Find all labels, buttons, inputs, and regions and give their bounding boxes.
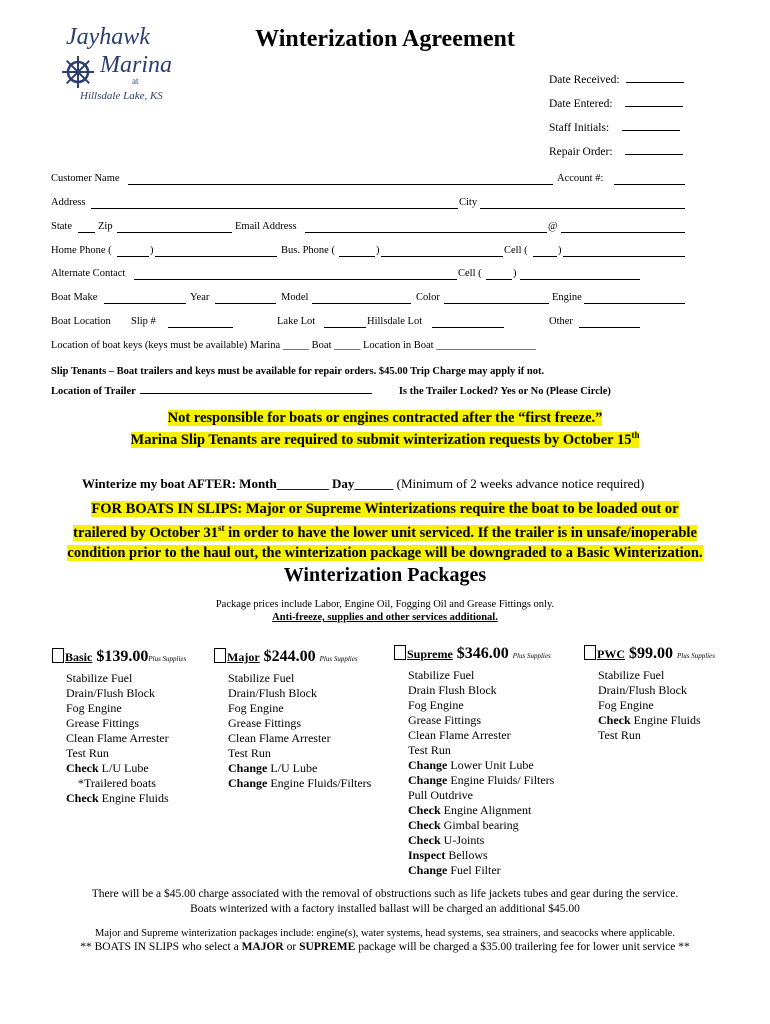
logo-line2: Marina — [100, 52, 172, 78]
package-item-text: Test Run — [66, 746, 109, 760]
email-user-field[interactable] — [305, 232, 547, 233]
package-supreme-name: Supreme — [407, 647, 453, 661]
package-item-text: Fog Engine — [408, 698, 464, 712]
package-item-text: Stabilize Fuel — [228, 671, 295, 685]
state-field[interactable] — [78, 232, 95, 233]
staff-initials-field[interactable] — [622, 120, 680, 131]
package-basic — [52, 648, 202, 806]
package-major-items — [228, 671, 384, 791]
customer-name-field[interactable] — [128, 184, 553, 185]
boat-location-label: Boat Location — [51, 316, 111, 327]
package-item-text: Test Run — [228, 746, 271, 760]
bus-phone-paren: ) — [376, 245, 380, 256]
city-label: City — [459, 197, 478, 208]
package-item-text: Clean Flame Arrester — [408, 728, 511, 742]
package-major-price: $244.00 — [263, 648, 316, 665]
cell-label: Cell ( — [504, 245, 528, 256]
package-supreme-items — [408, 668, 574, 878]
date-received-row — [549, 72, 684, 86]
zip-field[interactable] — [117, 232, 232, 233]
footer4-supreme: SUPREME — [299, 941, 356, 953]
package-major-header[interactable] — [214, 648, 384, 667]
slips-warning-line3: condition prior to the haul out, the winterization package will be downgraded to a Basic Winterization. — [67, 544, 703, 561]
slips-line2a: trailered by October 31 — [73, 525, 218, 542]
date-received-field[interactable] — [626, 72, 684, 83]
footer4-part3: package will be charged a $35.00 trailering fee for lower unit service ** — [355, 941, 690, 953]
packages-note: Package prices include Labor, Engine Oil, Fogging Oil and Grease Fittings only. — [215, 599, 555, 610]
package-item-text: Engine Fluids — [630, 713, 701, 727]
package-pwc — [584, 645, 764, 743]
package-item — [66, 761, 202, 776]
package-pwc-price: $99.00 — [629, 645, 673, 662]
package-item — [228, 701, 384, 716]
page-title: Winterization Agreement — [255, 26, 515, 52]
package-item-verb: Check — [408, 803, 441, 817]
package-item — [598, 713, 764, 728]
package-item — [408, 698, 574, 713]
first-freeze-text: Not responsible for boats or engines contracted after the “first freeze.” — [167, 410, 603, 426]
slips-warning — [0, 500, 770, 563]
date-entered-label: Date Entered: — [549, 98, 613, 110]
package-item-text: Drain Flush Block — [408, 683, 497, 697]
package-item — [228, 746, 384, 761]
package-item-verb: Check — [66, 791, 99, 805]
package-supreme-header[interactable] — [394, 645, 574, 664]
package-item-text: Stabilize Fuel — [66, 671, 133, 685]
repair-order-field[interactable] — [625, 144, 683, 155]
hillsdale-lot-label: Hillsdale Lot — [367, 316, 423, 327]
package-supreme-price: $346.00 — [456, 645, 509, 662]
model-label: Model — [281, 292, 309, 303]
package-item-text: Drain/Flush Block — [228, 686, 317, 700]
package-item-text: Stabilize Fuel — [598, 668, 665, 682]
alt-contact-field[interactable] — [134, 279, 457, 280]
alt-cell-paren: ) — [513, 268, 517, 279]
lake-lot-label: Lake Lot — [277, 316, 316, 327]
package-item — [66, 776, 202, 791]
package-item — [228, 671, 384, 686]
package-item-text: Fog Engine — [228, 701, 284, 715]
package-item-text: Grease Fittings — [228, 716, 301, 730]
model-field[interactable] — [312, 303, 411, 304]
address-field[interactable] — [91, 208, 458, 209]
package-item-text: Fog Engine — [66, 701, 122, 715]
package-item — [66, 716, 202, 731]
package-item-text: Gimbal bearing — [440, 818, 519, 832]
package-item — [66, 671, 202, 686]
slip-label: Slip # — [131, 316, 156, 327]
package-item-verb: Change — [228, 761, 268, 775]
package-item-verb: Check — [408, 833, 441, 847]
package-item-text: Clean Flame Arrester — [228, 731, 331, 745]
address-label: Address — [51, 197, 86, 208]
package-item — [408, 803, 574, 818]
date-received-label: Date Received: — [549, 74, 620, 86]
package-item-verb: Check — [598, 713, 631, 727]
packages-note2: Anti-freeze, supplies and other services additional. — [272, 612, 498, 623]
package-item — [66, 746, 202, 761]
package-item — [408, 833, 574, 848]
package-item-verb: Change — [408, 773, 448, 787]
engine-field[interactable] — [584, 303, 685, 304]
package-pwc-header[interactable] — [584, 645, 764, 664]
color-field[interactable] — [444, 303, 549, 304]
trailer-locked-question[interactable]: Is the Trailer Locked? Yes or No (Please Circle) — [398, 386, 611, 397]
package-item-verb: Change — [408, 863, 448, 877]
package-item-text: Bellows — [445, 848, 488, 862]
bus-phone-area-field[interactable] — [339, 256, 375, 257]
repair-order-label: Repair Order: — [549, 146, 613, 158]
trailer-location-row — [51, 383, 611, 397]
package-item-text: Fog Engine — [598, 698, 654, 712]
slips-line2b: in order to have the lower unit serviced. If the trailer is in unsafe/inoperable — [224, 525, 697, 542]
footer4-part2: or — [283, 941, 300, 953]
slips-warning-line2 — [73, 525, 697, 541]
boat-make-field[interactable] — [104, 303, 186, 304]
winterize-after-note: (Minimum of 2 weeks advance notice required) — [396, 476, 645, 491]
slip-field[interactable] — [168, 327, 233, 328]
year-field[interactable] — [215, 303, 276, 304]
package-item-verb: Inspect — [408, 848, 446, 862]
trailer-location-field[interactable] — [140, 383, 372, 394]
footer-ballast-charge: Boats winterized with a factory installed ballast will be charged an additional $45.00 — [190, 903, 580, 915]
state-label: State — [51, 221, 72, 232]
alt-cell-area-field[interactable] — [486, 279, 512, 280]
repair-order-row — [549, 144, 683, 158]
package-supreme-checkbox[interactable] — [394, 645, 406, 660]
package-item — [408, 668, 574, 683]
logo-line1: Jayhawk — [66, 24, 150, 50]
package-major-plus: Plus Supplies — [319, 655, 358, 663]
package-item-text: Stabilize Fuel — [408, 668, 475, 682]
alt-cell-field[interactable] — [520, 279, 640, 280]
package-item-text: Clean Flame Arrester — [66, 731, 169, 745]
package-item — [228, 686, 384, 701]
email-domain-field[interactable] — [561, 232, 685, 233]
deadline-notice — [0, 430, 770, 449]
home-phone-field[interactable] — [155, 256, 277, 257]
package-item-verb: Check — [408, 818, 441, 832]
package-basic-price: $139.00 — [96, 648, 149, 665]
hillsdale-lot-field[interactable] — [432, 327, 504, 328]
package-item-verb: Check — [66, 761, 99, 775]
package-supreme — [394, 645, 574, 878]
package-item-text: Engine Fluids/Filters — [267, 776, 372, 790]
other-label: Other — [549, 316, 573, 327]
package-item — [408, 818, 574, 833]
package-item — [598, 728, 764, 743]
package-item-text: Drain/Flush Block — [598, 683, 687, 697]
footer-packages-include: Major and Supreme winterization packages include: engine(s), water systems, head systems, sea strainers, and seacocks where applicable. — [95, 928, 675, 939]
package-item — [598, 683, 764, 698]
deadline-main: Marina Slip Tenants are required to submit winterization requests by October 15 — [130, 431, 632, 448]
ships-wheel-icon — [60, 54, 96, 90]
zip-label: Zip — [98, 221, 113, 232]
package-item-verb: Change — [228, 776, 268, 790]
footer4-part1: ** BOATS IN SLIPS who select a — [80, 941, 242, 953]
trailer-location-label: Location of Trailer — [51, 386, 136, 397]
footer-obstruction-charge: There will be a $45.00 charge associated with the removal of obstructions such as life jackets tubes and gear during the service. — [91, 888, 679, 900]
bus-phone-label: Bus. Phone ( — [281, 245, 335, 256]
package-item — [408, 743, 574, 758]
cell-area-field[interactable] — [533, 256, 557, 257]
package-item — [408, 758, 574, 773]
slips-warning-line1: FOR BOATS IN SLIPS: Major or Supreme Winterizations require the boat to be loaded out or — [91, 501, 679, 517]
footer4-major: MAJOR — [241, 941, 284, 953]
boat-keys-line[interactable]: Location of boat keys (keys must be available) Marina _____ Boat _____ Location in Boat ___________________ — [51, 340, 536, 351]
package-major-checkbox[interactable] — [214, 648, 226, 663]
package-item — [408, 713, 574, 728]
lake-lot-field[interactable] — [324, 327, 366, 328]
deadline-text — [131, 432, 640, 448]
package-item-text: Test Run — [598, 728, 641, 742]
package-item-text: Lower Unit Lube — [447, 758, 534, 772]
home-phone-area-field[interactable] — [117, 256, 149, 257]
email-at: @ — [548, 221, 558, 232]
package-basic-checkbox[interactable] — [52, 648, 64, 663]
package-item — [408, 788, 574, 803]
package-item — [66, 731, 202, 746]
package-item-text: Grease Fittings — [408, 713, 481, 727]
package-major — [214, 648, 384, 791]
package-item — [66, 686, 202, 701]
city-field[interactable] — [480, 208, 685, 209]
package-item-text: Grease Fittings — [66, 716, 139, 730]
package-item-text: Engine Alignment — [440, 803, 532, 817]
package-basic-items — [66, 671, 202, 806]
date-entered-field[interactable] — [625, 96, 683, 107]
staff-initials-label: Staff Initials: — [549, 122, 610, 134]
other-field[interactable] — [579, 327, 640, 328]
cell-field[interactable] — [563, 256, 685, 257]
package-basic-header[interactable] — [52, 648, 202, 667]
package-item — [408, 683, 574, 698]
package-item-text: Fuel Filter — [447, 863, 501, 877]
package-pwc-plus: Plus Supplies — [677, 652, 715, 660]
package-item-text: Engine Fluids — [98, 791, 169, 805]
packages-title: Winterization Packages — [283, 564, 487, 586]
color-label: Color — [416, 292, 440, 303]
package-item — [408, 773, 574, 788]
date-entered-row — [549, 96, 683, 110]
account-label: Account #: — [557, 173, 604, 184]
staff-initials-row — [549, 120, 680, 134]
package-item-text: Drain/Flush Block — [66, 686, 155, 700]
package-item — [228, 716, 384, 731]
customer-name-label: Customer Name — [51, 173, 120, 184]
package-pwc-name: PWC — [597, 647, 625, 661]
package-item-text: *Trailered boats — [66, 776, 156, 790]
footer-trailering-fee — [0, 941, 770, 953]
package-item-text: Pull Outdrive — [408, 788, 473, 802]
package-item-text: L/U Lube — [267, 761, 318, 775]
package-item-text: U-Joints — [440, 833, 485, 847]
package-item — [408, 728, 574, 743]
engine-label: Engine — [552, 292, 582, 303]
year-label: Year — [190, 292, 210, 303]
winterize-after-fields[interactable]: Winterize my boat AFTER: Month________ Day______ — [82, 476, 394, 491]
alt-cell-label: Cell ( — [458, 268, 482, 279]
package-item-verb: Change — [408, 758, 448, 772]
bus-phone-field[interactable] — [381, 256, 503, 257]
first-freeze-notice — [0, 410, 770, 427]
package-major-name: Major — [227, 650, 260, 664]
package-pwc-checkbox[interactable] — [584, 645, 596, 660]
package-item — [66, 791, 202, 806]
slips-line2sup: st — [217, 523, 225, 534]
home-phone-label: Home Phone ( — [51, 245, 112, 256]
package-basic-plus: Plus Supplies — [148, 655, 187, 663]
package-item — [598, 668, 764, 683]
package-item-text: Test Run — [408, 743, 451, 757]
package-item — [228, 776, 384, 791]
package-item — [408, 848, 574, 863]
package-item-text: Engine Fluids/ Filters — [447, 773, 555, 787]
email-label: Email Address — [235, 221, 297, 232]
home-phone-paren: ) — [150, 245, 154, 256]
account-field[interactable] — [614, 184, 685, 185]
package-item — [228, 731, 384, 746]
package-item-text: L/U Lube — [98, 761, 149, 775]
package-item — [228, 761, 384, 776]
winterize-after-row — [82, 476, 644, 492]
cell-paren: ) — [558, 245, 562, 256]
logo-line4: Hillsdale Lake, KS — [80, 90, 163, 102]
slip-tenants-note: Slip Tenants – Boat trailers and keys must be available for repair orders. $45.00 Trip Charge may apply if not. — [51, 366, 545, 377]
package-item — [598, 698, 764, 713]
boat-make-label: Boat Make — [51, 292, 98, 303]
package-pwc-items — [598, 668, 764, 743]
package-item — [408, 863, 574, 878]
package-item — [66, 701, 202, 716]
alt-contact-label: Alternate Contact — [51, 268, 126, 279]
logo-line3: at — [132, 76, 139, 86]
package-supreme-plus: Plus Supplies — [512, 652, 551, 660]
deadline-sup: th — [631, 430, 640, 440]
package-basic-name: Basic — [65, 650, 93, 664]
